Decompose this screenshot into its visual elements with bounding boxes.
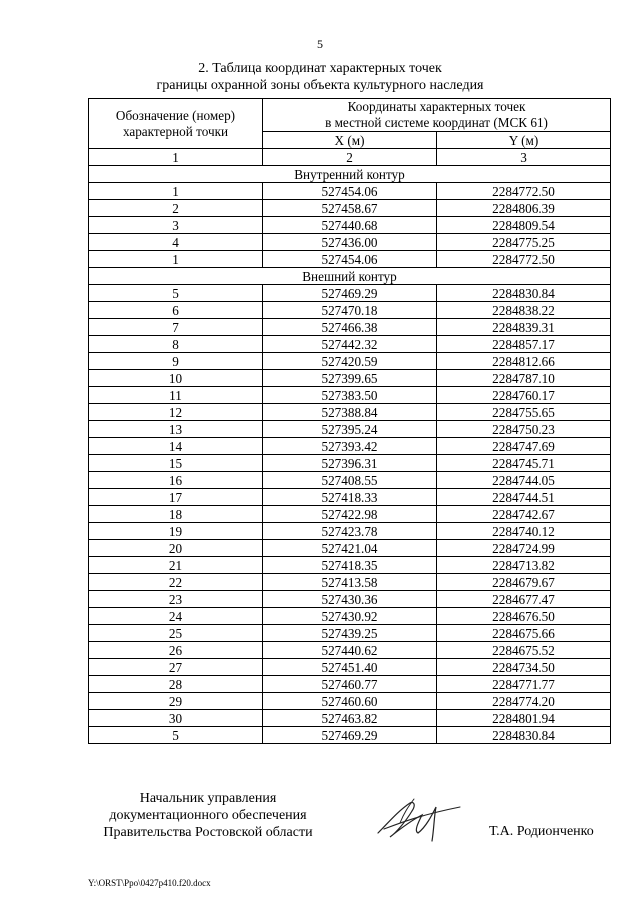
x-coordinate-cell: 527408.55 (263, 472, 437, 489)
point-number-cell: 30 (89, 710, 263, 727)
x-coordinate-cell: 527460.77 (263, 676, 437, 693)
y-coordinate-cell: 2284801.94 (437, 710, 611, 727)
y-coordinate-cell: 2284747.69 (437, 438, 611, 455)
x-coordinate-cell: 527454.06 (263, 183, 437, 200)
y-coordinate-cell: 2284742.67 (437, 506, 611, 523)
point-number-cell: 16 (89, 472, 263, 489)
y-coordinate-cell: 2284775.25 (437, 234, 611, 251)
y-coordinate-cell: 2284812.66 (437, 353, 611, 370)
page-number: 5 (317, 37, 323, 51)
point-number-cell: 11 (89, 387, 263, 404)
point-number-cell: 1 (89, 183, 263, 200)
table-title-line2: границы охранной зоны объекта культурного наследия (156, 78, 484, 93)
section-title: Внешний контур (89, 268, 611, 285)
x-coordinate-cell: 527418.35 (263, 557, 437, 574)
table-title (0, 60, 640, 94)
x-coordinate-cell: 527469.29 (263, 285, 437, 302)
point-number-cell: 4 (89, 234, 263, 251)
point-header (89, 99, 263, 149)
point-number-cell: 18 (89, 506, 263, 523)
point-number-cell: 10 (89, 370, 263, 387)
y-coordinate-cell: 2284679.67 (437, 574, 611, 591)
table-row (89, 234, 611, 251)
x-coordinate-cell: 527460.60 (263, 693, 437, 710)
x-coordinate-cell: 527422.98 (263, 506, 437, 523)
column-number-2: 2 (263, 149, 437, 166)
table-row (89, 421, 611, 438)
x-header: X (м) (263, 132, 437, 149)
coords-header-line2: в местной системе координат (МСК 61) (325, 115, 548, 130)
table-row (89, 404, 611, 421)
signer-name: Т.А. Родионченко (489, 824, 594, 839)
x-coordinate-cell: 527469.29 (263, 727, 437, 744)
x-coordinate-cell: 527430.36 (263, 591, 437, 608)
table-row (89, 302, 611, 319)
table-row (89, 625, 611, 642)
table-row (89, 183, 611, 200)
point-header-line2: характерной точки (122, 123, 229, 139)
point-number-cell: 1 (89, 251, 263, 268)
y-coordinate-cell: 2284713.82 (437, 557, 611, 574)
y-coordinate-cell: 2284772.50 (437, 251, 611, 268)
table-row (89, 506, 611, 523)
table-row (89, 727, 611, 744)
y-coordinate-cell: 2284675.52 (437, 642, 611, 659)
point-number-cell: 14 (89, 438, 263, 455)
table-row (89, 642, 611, 659)
point-number-cell: 27 (89, 659, 263, 676)
y-coordinate-cell: 2284750.23 (437, 421, 611, 438)
point-number-cell: 13 (89, 421, 263, 438)
file-path-footer: Y:\ORST\Ppo\0427p410.f20.docx (88, 878, 211, 888)
point-number-cell: 22 (89, 574, 263, 591)
x-coordinate-cell: 527470.18 (263, 302, 437, 319)
point-number-cell: 26 (89, 642, 263, 659)
signature-position (88, 790, 328, 841)
y-coordinate-cell: 2284676.50 (437, 608, 611, 625)
x-coordinate-cell: 527413.58 (263, 574, 437, 591)
point-number-cell: 8 (89, 336, 263, 353)
handwritten-signature (370, 793, 465, 848)
y-coordinate-cell: 2284677.47 (437, 591, 611, 608)
table-row (89, 557, 611, 574)
x-coordinate-cell: 527395.24 (263, 421, 437, 438)
point-number-cell: 19 (89, 523, 263, 540)
point-number-cell: 15 (89, 455, 263, 472)
table-title-line1: 2. Таблица координат характерных точек (198, 61, 442, 76)
point-number-cell: 20 (89, 540, 263, 557)
x-coordinate-cell: 527442.32 (263, 336, 437, 353)
table-row (89, 693, 611, 710)
y-header: Y (м) (437, 132, 611, 149)
x-coordinate-cell: 527421.04 (263, 540, 437, 557)
x-coordinate-cell: 527466.38 (263, 319, 437, 336)
table-row (89, 489, 611, 506)
y-coordinate-cell: 2284740.12 (437, 523, 611, 540)
y-coordinate-cell: 2284744.05 (437, 472, 611, 489)
point-number-cell: 9 (89, 353, 263, 370)
y-coordinate-cell: 2284774.20 (437, 693, 611, 710)
point-number-cell: 7 (89, 319, 263, 336)
x-coordinate-cell: 527393.42 (263, 438, 437, 455)
table-row (89, 591, 611, 608)
table-row (89, 710, 611, 727)
section-title: Внутренний контур (89, 166, 611, 183)
y-coordinate-cell: 2284830.84 (437, 285, 611, 302)
position-line3: Правительства Ростовской области (103, 825, 313, 840)
table-row (89, 574, 611, 591)
x-coordinate-cell: 527436.00 (263, 234, 437, 251)
x-coordinate-cell: 527439.25 (263, 625, 437, 642)
y-coordinate-cell: 2284771.77 (437, 676, 611, 693)
table-row (89, 455, 611, 472)
x-coordinate-cell: 527458.67 (263, 200, 437, 217)
point-header-line1: Обозначение (номер) (115, 107, 236, 123)
y-coordinate-cell: 2284838.22 (437, 302, 611, 319)
y-coordinate-cell: 2284760.17 (437, 387, 611, 404)
table-row (89, 472, 611, 489)
y-coordinate-cell: 2284744.51 (437, 489, 611, 506)
y-coordinate-cell: 2284806.39 (437, 200, 611, 217)
table-row (89, 387, 611, 404)
x-coordinate-cell: 527396.31 (263, 455, 437, 472)
x-coordinate-cell: 527454.06 (263, 251, 437, 268)
y-coordinate-cell: 2284857.17 (437, 336, 611, 353)
point-number-cell: 25 (89, 625, 263, 642)
table-row (89, 676, 611, 693)
y-coordinate-cell: 2284839.31 (437, 319, 611, 336)
table-row (89, 659, 611, 676)
point-number-cell: 3 (89, 217, 263, 234)
y-coordinate-cell: 2284734.50 (437, 659, 611, 676)
table-row (89, 608, 611, 625)
x-coordinate-cell: 527383.50 (263, 387, 437, 404)
point-number-cell: 17 (89, 489, 263, 506)
y-coordinate-cell: 2284809.54 (437, 217, 611, 234)
point-number-cell: 2 (89, 200, 263, 217)
table-row (89, 540, 611, 557)
coordinates-table (88, 98, 611, 744)
x-coordinate-cell: 527451.40 (263, 659, 437, 676)
table-row (89, 523, 611, 540)
y-coordinate-cell: 2284755.65 (437, 404, 611, 421)
y-coordinate-cell: 2284830.84 (437, 727, 611, 744)
position-line2: документационного обеспечения (109, 808, 307, 823)
table-row (89, 353, 611, 370)
x-coordinate-cell: 527420.59 (263, 353, 437, 370)
table-row (89, 217, 611, 234)
point-number-cell: 23 (89, 591, 263, 608)
x-coordinate-cell: 527440.62 (263, 642, 437, 659)
table-row (89, 370, 611, 387)
x-coordinate-cell: 527388.84 (263, 404, 437, 421)
table-row (89, 251, 611, 268)
x-coordinate-cell: 527423.78 (263, 523, 437, 540)
coords-header-line1: Координаты характерных точек (347, 99, 526, 114)
point-number-cell: 29 (89, 693, 263, 710)
y-coordinate-cell: 2284745.71 (437, 455, 611, 472)
point-number-cell: 12 (89, 404, 263, 421)
table-row (89, 336, 611, 353)
x-coordinate-cell: 527418.33 (263, 489, 437, 506)
coords-header (263, 99, 611, 132)
section-header-row (89, 166, 611, 183)
column-number-1: 1 (89, 149, 263, 166)
x-coordinate-cell: 527399.65 (263, 370, 437, 387)
y-coordinate-cell: 2284772.50 (437, 183, 611, 200)
table-row (89, 200, 611, 217)
column-number-3: 3 (437, 149, 611, 166)
point-number-cell: 21 (89, 557, 263, 574)
x-coordinate-cell: 527430.92 (263, 608, 437, 625)
point-number-cell: 24 (89, 608, 263, 625)
table-row (89, 285, 611, 302)
y-coordinate-cell: 2284675.66 (437, 625, 611, 642)
table-row (89, 319, 611, 336)
x-coordinate-cell: 527440.68 (263, 217, 437, 234)
point-number-cell: 5 (89, 727, 263, 744)
point-number-cell: 28 (89, 676, 263, 693)
table-row (89, 438, 611, 455)
y-coordinate-cell: 2284787.10 (437, 370, 611, 387)
point-number-cell: 6 (89, 302, 263, 319)
y-coordinate-cell: 2284724.99 (437, 540, 611, 557)
table-body (89, 166, 611, 744)
position-line1: Начальник управления (139, 791, 277, 806)
x-coordinate-cell: 527463.82 (263, 710, 437, 727)
point-number-cell: 5 (89, 285, 263, 302)
section-header-row (89, 268, 611, 285)
